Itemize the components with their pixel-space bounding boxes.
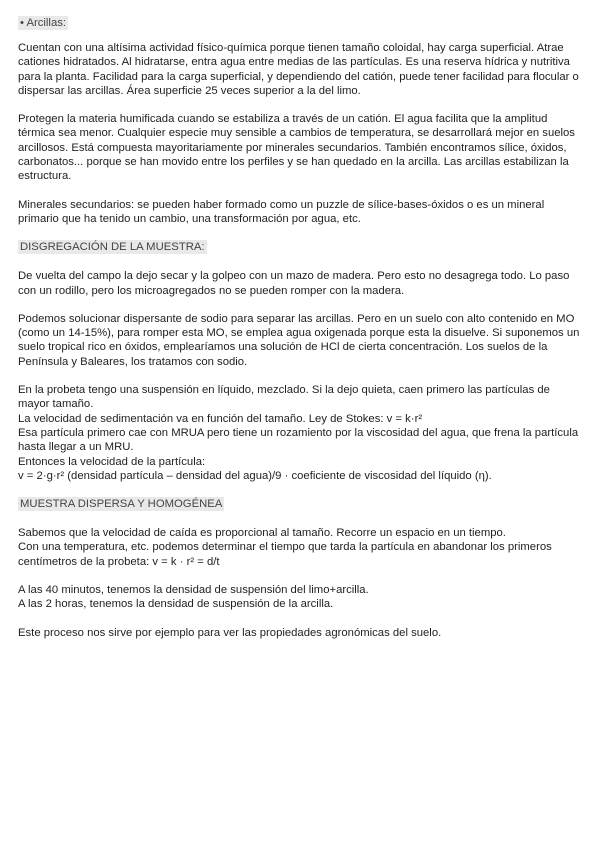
paragraph-densidad-suspension — [18, 583, 582, 612]
text-line: v = 2·g·r² (densidad partícula – densidad del agua)/9 · coeficiente de viscosidad del líquido (η). — [18, 469, 492, 482]
text-line: En la probeta tengo una suspensión en líquido, mezclado. Si la dejo quieta, caen primero las partículas de mayor tamaño. — [18, 384, 550, 411]
paragraph-ley-stokes — [18, 383, 582, 483]
paragraph-materia-humificada: Protegen la materia humificada cuando se estabiliza a través de un catión. El agua facilita que la amplitud térmica sea menor. Cualquier especie muy sensible a cambios de temperatura, se desarrollará mejor en suelos arcillosos. Está compuesta mayoritariamente por minerales secundarios. También encontramos sílice, óxidos, carbonatos... porque se han movido entre los perfiles y se han quedado en la arcilla. Las arcillas estabilizan la estructura. — [18, 113, 575, 183]
text-line: A las 40 minutos, tenemos la densidad de suspensión del limo+arcilla. — [18, 584, 369, 597]
text-line: Entonces la velocidad de la partícula: — [18, 455, 206, 468]
paragraph-arcillas-actividad: Cuentan con una altísima actividad físico-química porque tienen tamaño coloidal, hay carga superficial. Atrae cationes hidratados. Al hidratarse, entra agua entre medias de las partículas. Es una reserva hídrica y nutritiva para la planta. Facilidad para la carga superficial, y dependiendo del catión, puede tener facilidad para flocular o dispersar las arcillas. Área superficie 25 veces superior a la del limo. — [18, 42, 579, 97]
paragraph-velocidad-caida — [18, 526, 582, 569]
section-heading-muestra-dispersa: MUESTRA DISPERSA Y HOMOGÉNEA — [20, 498, 223, 511]
paragraph-propiedades-agronomicas: Este proceso nos sirve por ejemplo para ver las propiedades agronómicas del suelo. — [18, 626, 442, 639]
paragraph-dispersante-sodio: Podemos solucionar dispersante de sodio para separar las arcillas. Pero en un suelo con alto contenido en MO (como un 14-15%), para romper esta MO, se emplea agua oxigenada porque esta la disuelve. Si suponemos un suelo tropical rico en óxidos, emplearíamos una solución de HCl de cierta concentración. Los suelos de la Península y Baleares, los tratamos con sodio. — [18, 312, 580, 368]
section-heading-disgregacion: DISGREGACIÓN DE LA MUESTRA: — [20, 241, 205, 254]
section-heading-arcillas: • Arcillas: — [20, 17, 67, 29]
paragraph-secado-muestra: De vuelta del campo la dejo secar y la golpeo con un mazo de madera. Pero esto no desagrega todo. Lo paso con un rodillo, pero los microagregados no se pueden romper con la madera. — [18, 270, 570, 297]
text-line: Sabemos que la velocidad de caída es proporcional al tamaño. Recorre un espacio en un tiempo. — [18, 527, 506, 540]
text-line: Esa partícula primero cae con MRUA pero tiene un rozamiento por la viscosidad del agua, que frena la partícula hasta llegar a un MRU. — [18, 426, 579, 454]
text-line: Con una temperatura, etc. podemos determinar el tiempo que tarda la partícula en abandonar los primeros centímetros de la probeta: v = k · r² = d/t — [18, 541, 552, 568]
paragraph-minerales-secundarios: Minerales secundarios: se pueden haber formado como un puzzle de sílice-bases-óxidos o es un mineral primario que ha tenido un cambio, una transformación por agua, etc. — [18, 198, 545, 225]
text-line: A las 2 horas, tenemos la densidad de suspensión de la arcilla. — [18, 598, 334, 611]
text-line: La velocidad de sedimentación va en función del tamaño. Ley de Stokes: v = k·r² — [18, 412, 423, 425]
